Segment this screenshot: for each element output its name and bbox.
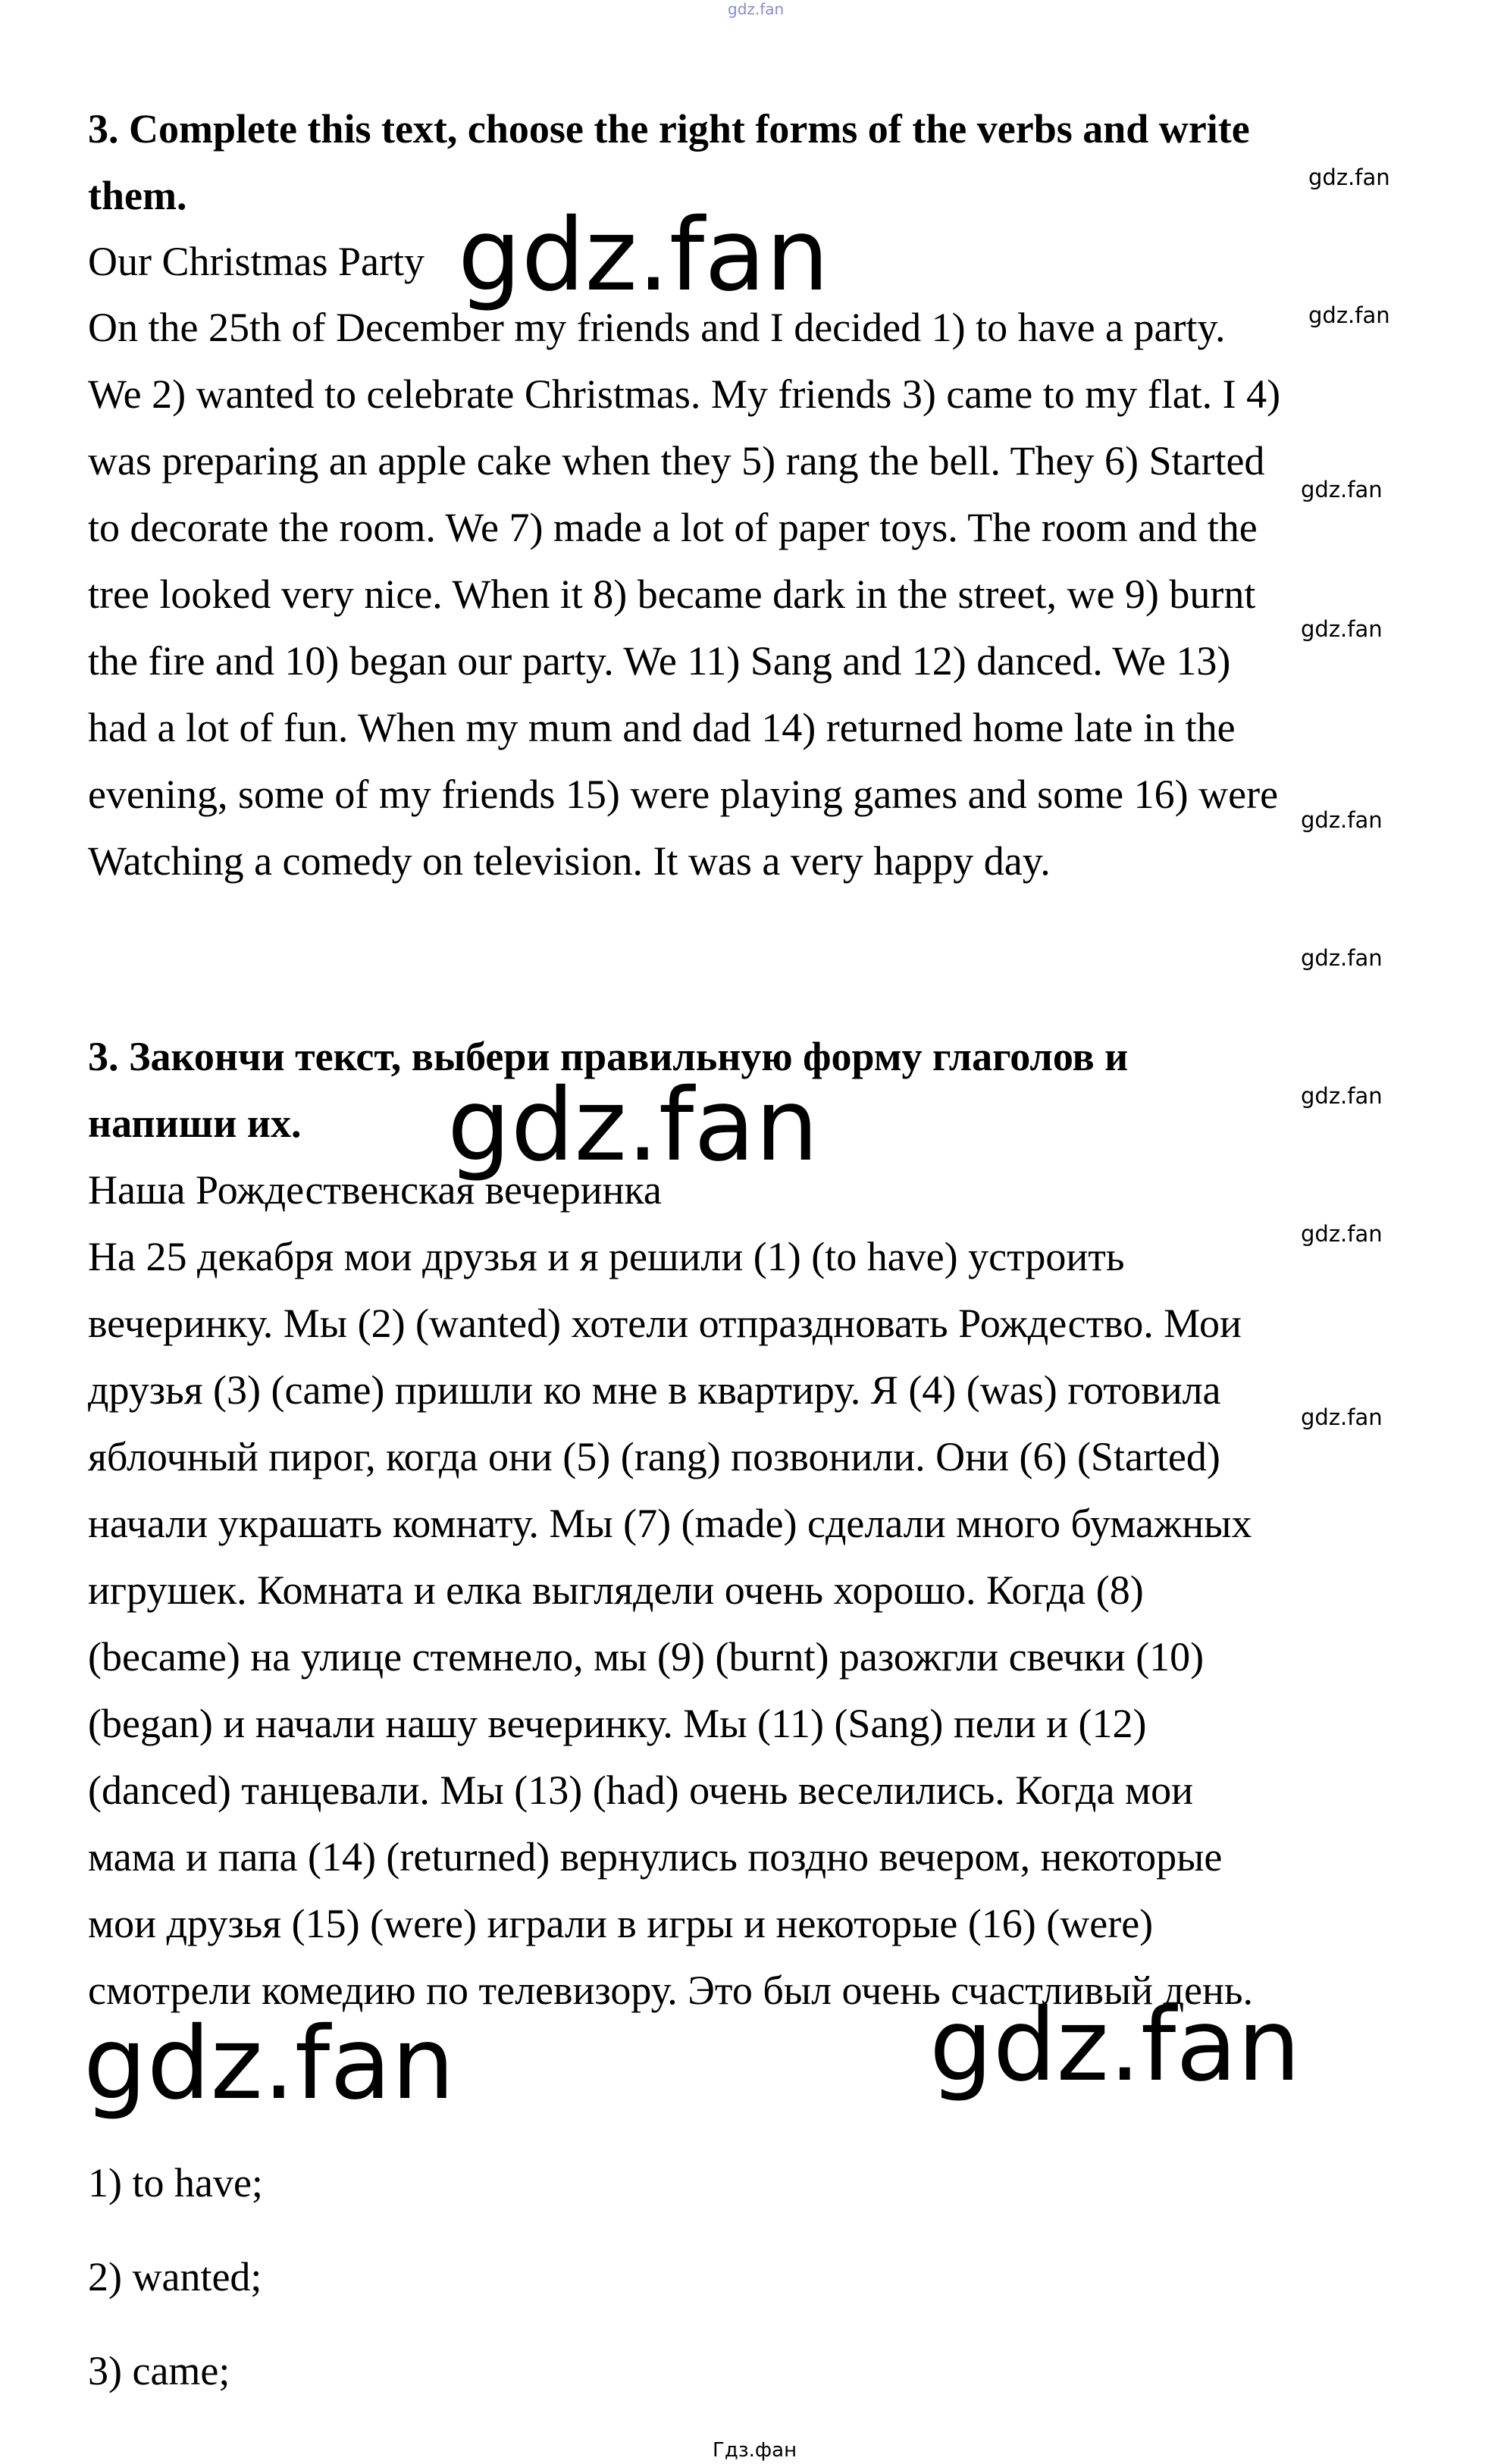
russian-text-line: начали украшать комнату. Мы (7) (made) сделали много бумажных: [88, 1501, 1252, 1546]
russian-text-line: (began) и начали нашу вечеринку. Мы (11) (Sang) пели и (12): [88, 1701, 1147, 1746]
watermark-small: gdz.fan: [1301, 1404, 1383, 1430]
english-title: Our Christmas Party: [88, 239, 425, 284]
watermark-bottom: Гдз.фан: [713, 2439, 797, 2462]
watermark-small: gdz.fan: [1301, 1221, 1383, 1247]
english-text-line: On the 25th of December my friends and I decided 1) to have a party.: [88, 305, 1226, 350]
english-text-line: Watching a comedy on television. It was a very happy day.: [88, 838, 1051, 884]
russian-text-line: мама и папа (14) (returned) вернулись поздно вечером, некоторые: [88, 1834, 1223, 1880]
watermark-large: gdz.fan: [458, 197, 829, 314]
russian-text-line: друзья (3) (came) пришли ко мне в квартиру. Я (4) (was) готовила: [88, 1367, 1221, 1413]
watermark-large: gdz.fan: [929, 1987, 1301, 2104]
english-text-line: We 2) wanted to celebrate Christmas. My friends 3) came to my flat. I 4): [88, 371, 1281, 417]
answer-item: 1) to have;: [88, 2160, 263, 2206]
russian-text-line: вечеринку. Мы (2) (wanted) хотели отпраздновать Рождество. Мои: [88, 1301, 1242, 1346]
watermark-small: gdz.fan: [1301, 616, 1383, 642]
answer-item: 3) came;: [88, 2348, 230, 2394]
russian-text-line: мои друзья (15) (were) играли в игры и некоторые (16) (were): [88, 1901, 1154, 1946]
english-text-line: to decorate the room. We 7) made a lot of paper toys. The room and the: [88, 505, 1258, 550]
russian-title: Наша Рождественская вечеринка: [88, 1167, 662, 1213]
english-heading-line-1: 3. Complete this text, choose the right forms of the verbs and write: [88, 106, 1250, 152]
watermark-small: gdz.fan: [1308, 164, 1390, 190]
russian-text-line: (danced) танцевали. Мы (13) (had) очень веселились. Когда мои: [88, 1767, 1194, 1813]
watermark-large: gdz.fan: [83, 2005, 455, 2122]
watermark-small: gdz.fan: [1301, 1083, 1383, 1109]
watermark-large: gdz.fan: [447, 1067, 819, 1184]
russian-heading-line-1: 3. Закончи текст, выбери правильную форму глаголов и: [88, 1034, 1129, 1079]
russian-heading-line-2: напиши их.: [88, 1101, 302, 1146]
watermark-small: gdz.fan: [1308, 302, 1390, 328]
russian-text-line: На 25 декабря мои друзья и я решили (1) (to have) устроить: [88, 1234, 1125, 1279]
watermark-top: gdz.fan: [728, 0, 785, 18]
watermark-small: gdz.fan: [1301, 807, 1383, 833]
answer-item: 2) wanted;: [88, 2254, 262, 2300]
english-text-line: had a lot of fun. When my mum and dad 14) returned home late in the: [88, 705, 1236, 750]
english-text-line: evening, some of my friends 15) were playing games and some 16) were: [88, 772, 1279, 817]
russian-text-line: смотрели комедию по телевизору. Это был очень счастливый день.: [88, 1968, 1253, 2013]
watermark-small: gdz.fan: [1301, 477, 1383, 503]
english-text-line: the fire and 10) began our party. We 11) Sang and 12) danced. We 13): [88, 638, 1231, 684]
english-heading-line-2: them.: [88, 173, 187, 218]
russian-text-line: яблочный пирог, когда они (5) (rang) позвонили. Они (6) (Started): [88, 1434, 1220, 1479]
english-text-line: tree looked very nice. When it 8) became dark in the street, we 9) burnt: [88, 571, 1256, 617]
russian-text-line: игрушек. Комната и елка выглядели очень хорошо. Когда (8): [88, 1567, 1144, 1613]
watermark-small: gdz.fan: [1301, 945, 1383, 971]
russian-text-line: (became) на улице стемнело, мы (9) (burnt) разожгли свечки (10): [88, 1634, 1205, 1680]
english-text-line: was preparing an apple cake when they 5) rang the bell. They 6) Started: [88, 438, 1265, 484]
